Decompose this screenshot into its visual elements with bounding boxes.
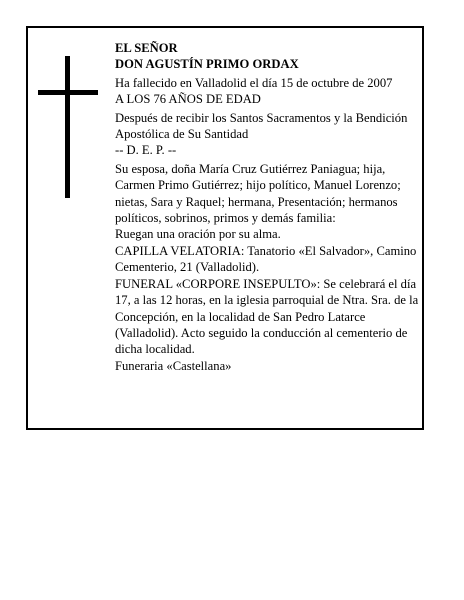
rip-line: -- D. E. P. -- [115, 143, 177, 158]
death-statement: Ha fallecido en Valladolid el día 15 de octubre de 2007 [115, 75, 393, 90]
cross-icon [38, 56, 98, 198]
cross-vertical-bar [65, 56, 70, 198]
age-statement: A LOS 76 AÑOS DE EDAD [115, 92, 261, 107]
death-notice [26, 26, 424, 430]
notice-text [115, 40, 425, 374]
chapel-info: CAPILLA VELATORIA: Tanatorio «El Salvador», Camino Cementerio, 21 (Valladolid). [115, 243, 417, 275]
family-paragraph: Su esposa, doña María Cruz Gutiérrez Paniagua; hija, Carmen Primo Gutiérrez; hijo político, Manuel Lorenzo; nietas, Sara y Raquel; hermana, Presentación; hermanos políticos, sobrinos, primos y demás familia: [115, 161, 401, 226]
cross-horizontal-bar [38, 90, 98, 95]
funeral-info: FUNERAL «CORPORE INSEPULTO»: Se celebrará el día 17, a las 12 horas, en la iglesia parroquial de Ntra. Sra. de la Concepción, en la localidad de San Pedro Latarce (Valladolid). Acto seguido la conducción al cementerio de dicha localidad. [115, 276, 419, 357]
prayer-request: Ruegan una oración por su alma. [115, 227, 281, 242]
funeral-home: Funeraria «Castellana» [115, 358, 232, 373]
notice-title-line-2: DON AGUSTÍN PRIMO ORDAX [115, 57, 299, 72]
sacraments-statement: Después de recibir los Santos Sacramentos y la Bendición Apostólica de Su Santidad [115, 110, 408, 142]
notice-title-line-1: EL SEÑOR [115, 41, 178, 55]
